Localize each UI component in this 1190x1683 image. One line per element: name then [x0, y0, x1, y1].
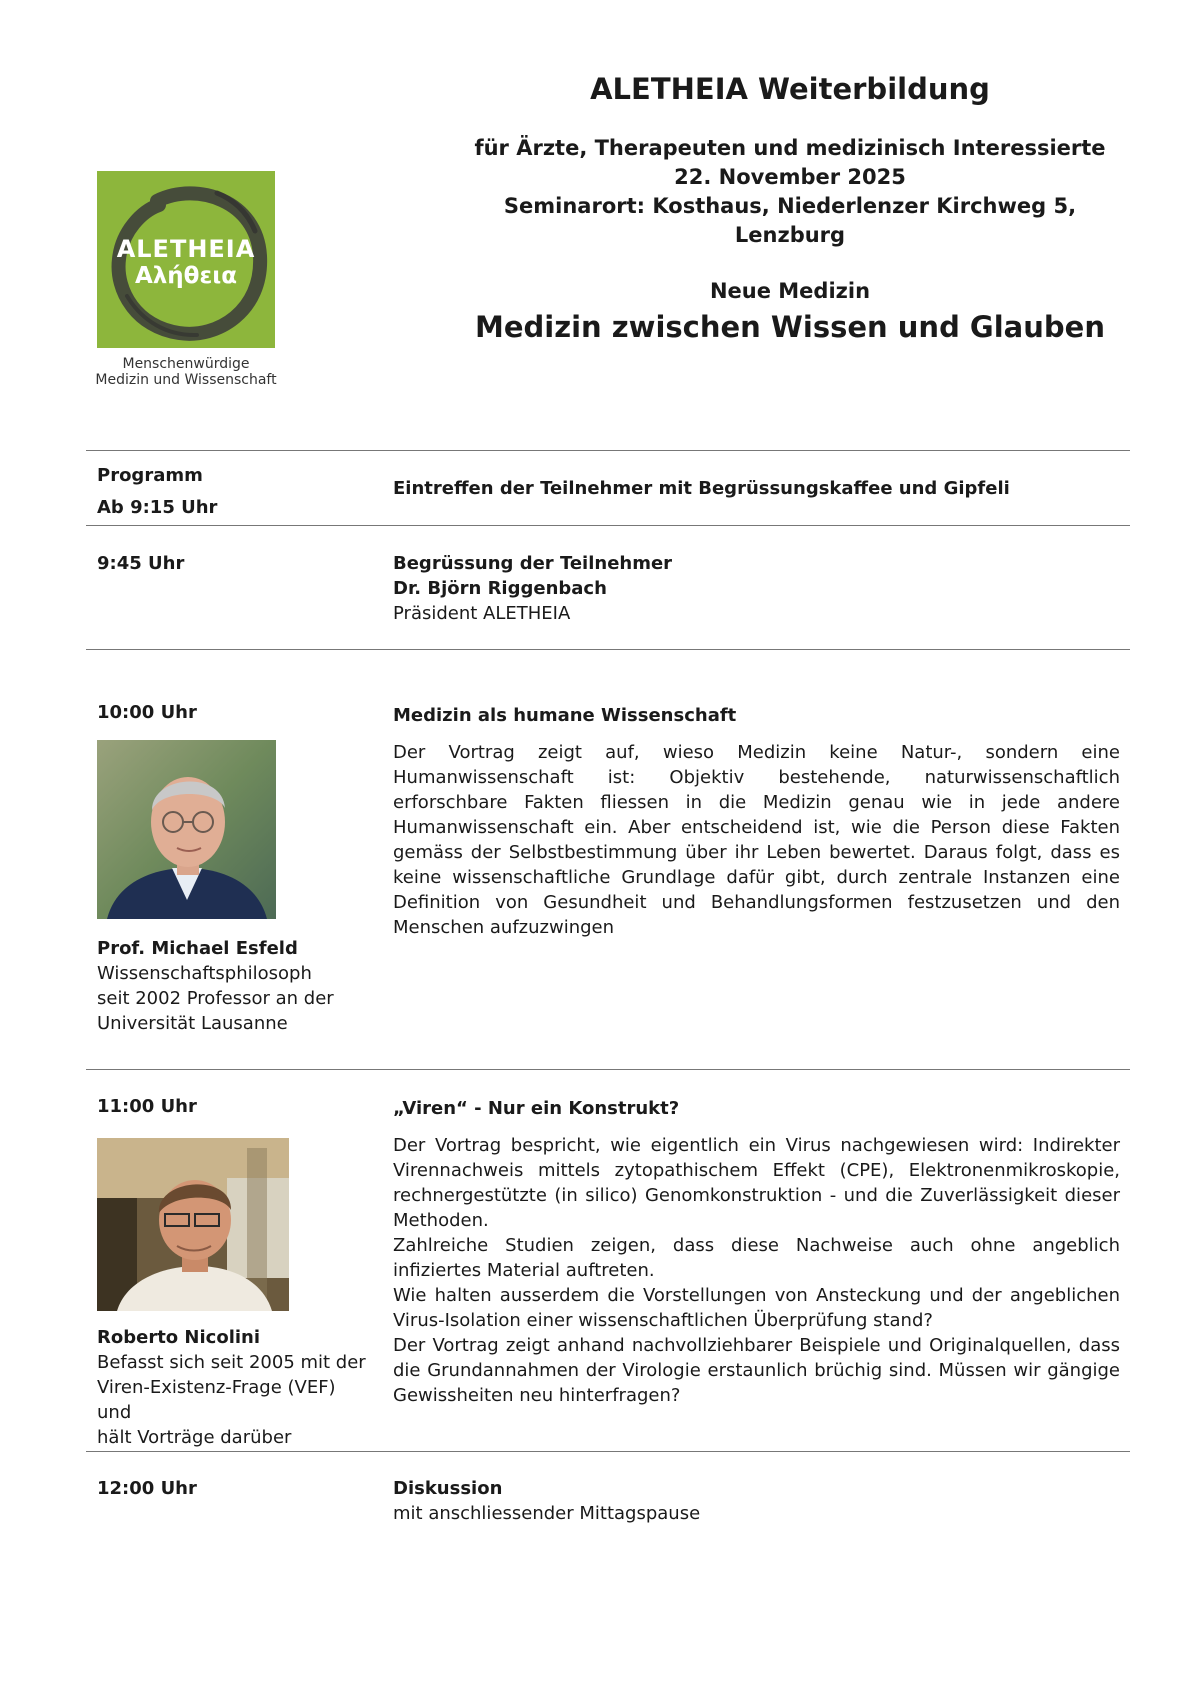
divider [86, 525, 1130, 526]
program-header [97, 460, 367, 524]
logo-text-greek: Αλήθεια [134, 263, 238, 289]
talk2-bio-line2: Viren-Existenz-Frage (VEF) und [97, 1377, 336, 1423]
speaker-photo-nicolini [97, 1138, 289, 1311]
welcome-block [393, 551, 1120, 626]
topic: Neue Medizin [709, 279, 871, 303]
talk1-bio-line2: seit 2002 Professor an der [97, 988, 334, 1009]
talk2-paragraph: Der Vortrag bespricht, wie eigentlich ein Virus nachgewiesen wird: Indirekter Virennachweis mittels zytopathischem Effekt (CPE), Elektronenmikroskopie, rechnergestützte (in silico) Genomkonstruktion - und die Zuverlässigkeit dieser Methoden. [393, 1135, 1120, 1231]
event-info [450, 134, 1130, 250]
arrival-text: Eintreffen der Teilnehmer mit Begrüssungskaffee und Gipfeli [393, 478, 1010, 499]
discussion-time: 12:00 Uhr [97, 1478, 197, 1499]
talk1-title: Medizin als humane Wissenschaft [393, 705, 737, 726]
event-date: 22. November 2025 [674, 165, 906, 189]
discussion-block [393, 1476, 1120, 1526]
talk1-speaker: Prof. Michael Esfeld [97, 938, 298, 959]
logo-text-latin: ALETHEIA [116, 235, 256, 263]
aletheia-logo [97, 171, 275, 348]
talk1-abstract: Der Vortrag zeigt auf, wieso Medizin keine Natur-, sondern eine Humanwissenschaft ist: Objektiv bestehende, naturwissenschaftlich erforschbare Fakten fliessen in die Medizin genau wie in jede andere Humanwissenschaft ein. Aber entscheidend ist, wie die Person diese Fakten gemäss der Selbstbestimmung über ihr Leben bewertet. Daraus folgt, dass es keine wissenschaftliche Grundlage dafür gibt, durch zentrale Instanzen eine Definition von Gesundheit und Behandlungsformen festzusetzen und den Menschen aufzuzwingen [393, 742, 1120, 938]
welcome-time: 9:45 Uhr [97, 553, 185, 574]
welcome-speaker: Dr. Björn Riggenbach [393, 578, 607, 599]
welcome-role: Präsident ALETHEIA [393, 603, 571, 624]
welcome-title: Begrüssung der Teilnehmer [393, 553, 673, 574]
logo-caption-line1: Menschenwürdige [122, 356, 250, 372]
talk2-paragraph: Der Vortrag zeigt anhand nachvollziehbarer Beispiele und Originalquellen, dass die Grundannahmen der Virologie erstaunlich brüchig sind. Müssen wir gängige Gewissheiten neu hinterfragen? [393, 1335, 1120, 1406]
divider [86, 1069, 1130, 1070]
talk2-bio-line1: Befasst sich seit 2005 mit der [97, 1352, 366, 1373]
talk2-bio-line3: hält Vorträge darüber [97, 1427, 292, 1448]
talk2-speaker: Roberto Nicolini [97, 1327, 261, 1348]
divider [86, 649, 1130, 650]
arrival-time: Ab 9:15 Uhr [97, 497, 218, 518]
talk2-paragraph: Wie halten ausserdem die Vorstellungen von Ansteckung und der angeblichen Virus-Isolation einer wissenschaftlichen Überprüfung stand? [393, 1285, 1120, 1331]
divider [86, 450, 1130, 451]
discussion-title: Diskussion [393, 1478, 503, 1499]
logo-caption-line2: Medizin und Wissenschaft [95, 372, 277, 388]
event-title: Medizin zwischen Wissen und Glauben [475, 310, 1105, 344]
logo-caption [88, 356, 284, 388]
talk1-time: 10:00 Uhr [97, 702, 197, 723]
talk1-bio-line1: Wissenschaftsphilosoph [97, 963, 312, 984]
talk2-title: „Viren“ - Nur ein Konstrukt? [393, 1098, 680, 1119]
talk2-paragraph: Zahlreiche Studien zeigen, dass diese Nachweise auch ohne angeblich infiziertes Material auftreten. [393, 1235, 1120, 1281]
talk1-speaker-block [97, 936, 367, 1036]
talk2-speaker-block [97, 1325, 367, 1450]
talk2-abstract [393, 1133, 1120, 1408]
program-label: Programm [97, 465, 203, 486]
document-title: ALETHEIA Weiterbildung [590, 72, 990, 106]
event-location: Seminarort: Kosthaus, Niederlenzer Kirchweg 5, Lenzburg [503, 194, 1077, 247]
audience: für Ärzte, Therapeuten und medizinisch Interessierte [474, 136, 1106, 160]
talk2-time: 11:00 Uhr [97, 1096, 197, 1117]
discussion-subtitle: mit anschliessender Mittagspause [393, 1503, 701, 1524]
talk1-bio-line3: Universität Lausanne [97, 1013, 288, 1034]
divider [86, 1451, 1130, 1452]
speaker-photo-esfeld [97, 740, 276, 919]
